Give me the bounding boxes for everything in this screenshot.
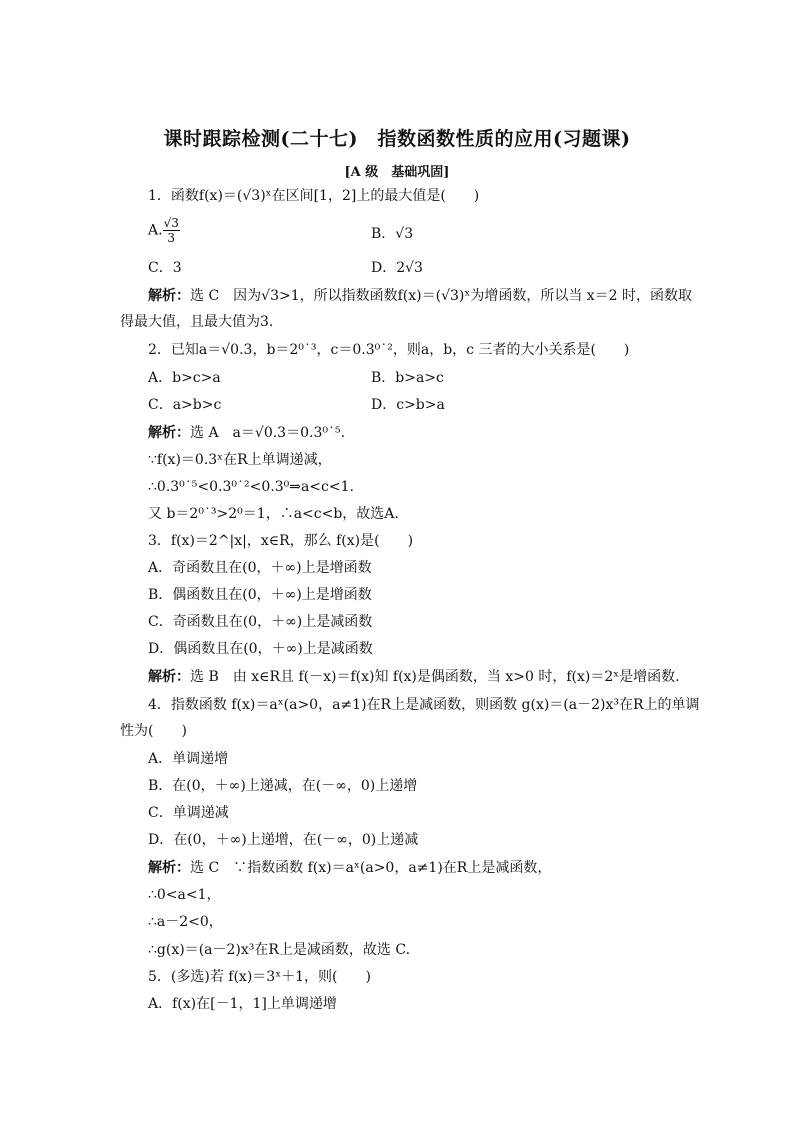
q3-option-b: B．偶函数且在(0，＋∞)上是增函数 <box>148 587 372 603</box>
q3-solution-text-1: 选 B 由 x∈R且 f(－x)＝f(x)知 f(x)是偶函数，当 x>0 时，f(x)＝2ˣ是增函数. <box>190 669 680 685</box>
q1-option-b: B．√3 <box>371 226 414 242</box>
q1-option-a-fraction <box>163 216 180 245</box>
q4-solution-label: 解析： <box>148 860 190 876</box>
q1-option-a-numerator: √3 <box>163 216 179 230</box>
q4-solution-line-2: ∴0<a<1， <box>148 887 221 903</box>
page-title: 课时跟踪检测(二十七) 指数函数性质的应用(习题课) <box>163 128 631 150</box>
q1-stem: 1．函数f(x)＝(√3)ˣ在区间[1，2]上的最大值是( ) <box>148 188 480 204</box>
q2-solution-text-1: 选 A a＝√0.3＝0.3⁰˙⁵. <box>190 425 346 441</box>
q5-stem: 5．(多选)若 f(x)＝3ˣ＋1，则( ) <box>148 969 371 985</box>
q2-option-c: C．a>b>c <box>148 397 222 413</box>
q4-option-c: C．单调递减 <box>148 805 229 821</box>
q3-stem: 3．f(x)＝2^|x|，x∈R，那么 f(x)是( ) <box>148 533 414 549</box>
q1-option-a-prefix: A. <box>148 222 163 239</box>
q1-solution-line-2: 得最大值，且最大值为3. <box>120 314 274 330</box>
q1-option-c: C．3 <box>148 260 182 276</box>
q4-stem-line-1: 4．指数函数 f(x)＝aˣ(a>0，a≠1)在R上是减函数，则函数 g(x)＝(a－2)x³在R上的单调 <box>148 697 700 713</box>
q3-solution-label: 解析： <box>148 669 190 685</box>
q2-solution-line-3: ∴0.3⁰˙⁵<0.3⁰˙²<0.3⁰⇒a<c<1. <box>148 479 354 495</box>
q2-solution-label: 解析： <box>148 425 190 441</box>
q4-solution-line-3: ∴a－2<0， <box>148 914 223 930</box>
q1-solution-line-1 <box>148 287 692 305</box>
q3-option-a: A．奇函数且在(0，＋∞)上是增函数 <box>148 560 372 576</box>
q2-solution-line-2: ∵f(x)＝0.3ˣ在R上单调递减， <box>148 452 332 468</box>
q1-option-d: D．2√3 <box>371 260 423 276</box>
q5-option-a: A．f(x)在[－1，1]上单调递增 <box>148 996 337 1012</box>
q1-option-a-denominator: 3 <box>167 231 176 245</box>
q4-solution-line-4: ∴g(x)＝(a－2)x³在R上是减函数，故选 C. <box>148 942 411 958</box>
q4-solution-line-1 <box>148 859 551 877</box>
q2-solution-line-1 <box>148 424 345 442</box>
q1-option-a <box>148 216 180 245</box>
q2-option-d: D．c>b>a <box>371 397 445 413</box>
q1-solution-label: 解析： <box>148 288 190 304</box>
q4-solution-text-1: 选 C ∵指数函数 f(x)＝aˣ(a>0，a≠1)在R上是减函数， <box>190 860 552 876</box>
level-heading: [A 级 基础巩固] <box>344 165 450 180</box>
q2-solution-line-4: 又 b＝2⁰˙³>2⁰＝1，∴a<c<b，故选A. <box>148 506 399 522</box>
q2-option-a: A．b>c>a <box>148 370 221 386</box>
q4-option-b: B．在(0，＋∞)上递减，在(－∞，0)上递增 <box>148 778 418 794</box>
q4-option-d: D．在(0，＋∞)上递增，在(－∞，0)上递减 <box>148 832 419 848</box>
q4-stem-line-2: 性为( ) <box>120 723 187 739</box>
q2-option-b: B．b>a>c <box>371 370 444 386</box>
q2-stem: 2．已知a＝√0.3，b＝2⁰˙³，c＝0.3⁰˙²，则a，b，c 三者的大小关系是( ) <box>148 342 630 358</box>
q4-option-a: A．单调递增 <box>148 751 229 767</box>
q3-option-c: C．奇函数且在(0，＋∞)上是减函数 <box>148 614 373 630</box>
q1-solution-text-1: 选 C 因为√3>1，所以指数函数f(x)＝(√3)ˣ为增函数，所以当 x＝2 时，函数取 <box>190 288 693 304</box>
q3-solution-line-1 <box>148 668 680 686</box>
q3-option-d: D．偶函数且在(0，＋∞)上是减函数 <box>148 641 373 657</box>
